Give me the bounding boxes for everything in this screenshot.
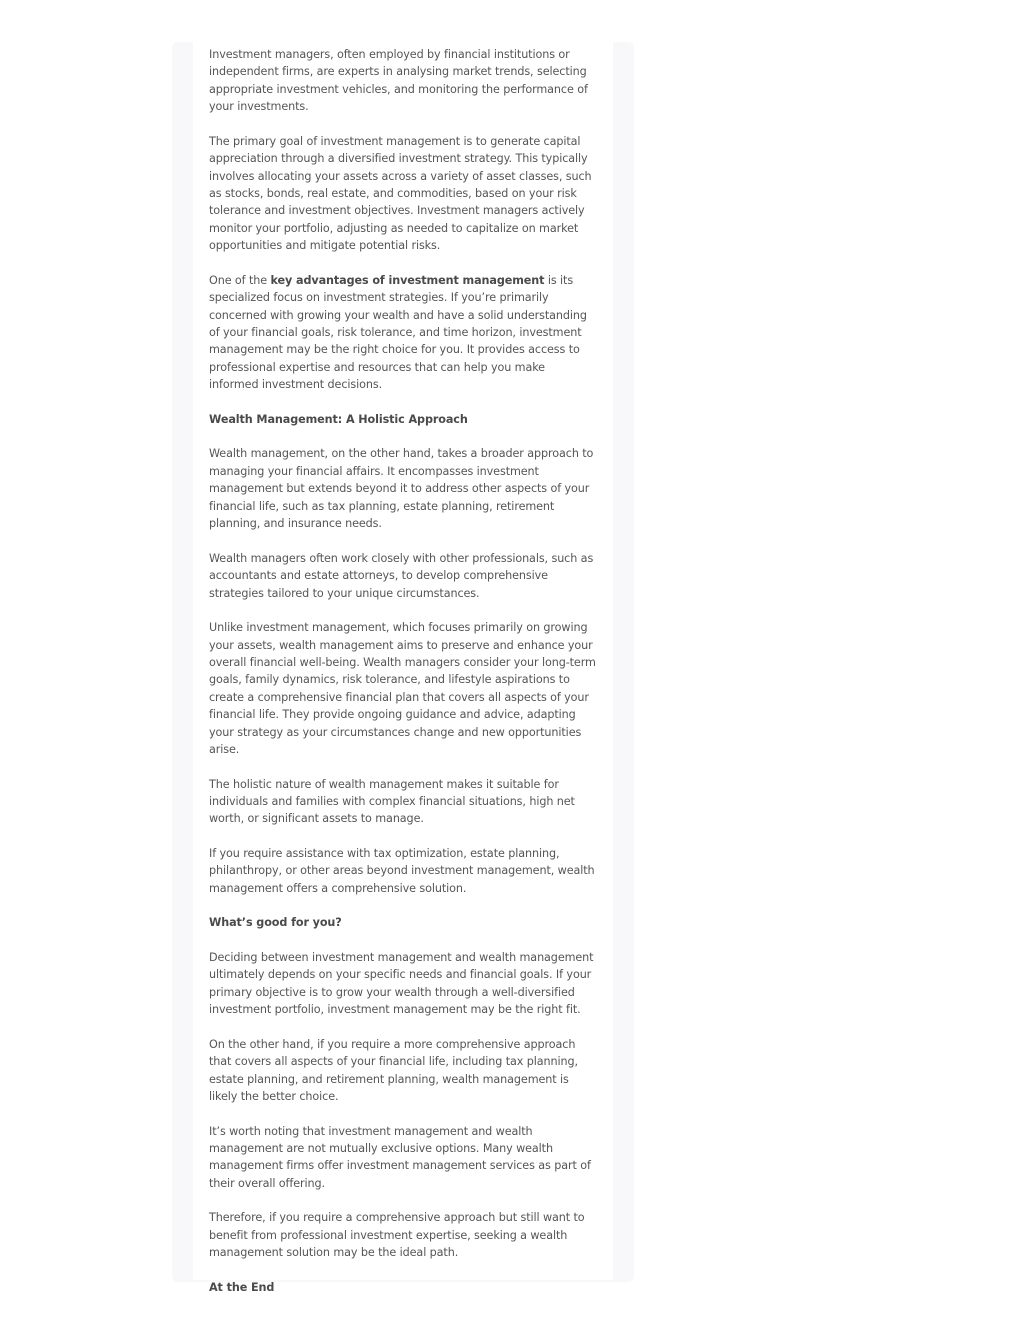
article-body — [209, 46, 597, 1313]
paragraph-primary-goal: The primary goal of investment management is to generate capital appreciation through a diversified investment strategy. This typically involves allocating your assets across a variety of asset classes, such as stocks, bonds, real estate, and commodities, based on your risk tolerance and investment objectives. Investment managers actively monitor your portfolio, adjusting as needed to capitalize on market opportunities and mitigate potential risks. — [209, 134, 592, 253]
paragraph-holistic-nature: The holistic nature of wealth management makes it suitable for individuals and families with complex financial situations, high net worth, or significant assets to manage. — [209, 777, 575, 826]
paragraph-wealth-managers-professionals: Wealth managers often work closely with other professionals, such as accountants and estate attorneys, to develop comprehensive strategies tailored to your unique circumstances. — [209, 551, 594, 600]
paragraph-deciding: Deciding between investment management and wealth management ultimately depends on your specific needs and financial goals. If your primary objective is to grow your wealth through a well-diversified investment portfolio, investment management may be the right fit. — [209, 950, 594, 1017]
paragraph-other-hand: On the other hand, if you require a more comprehensive approach that covers all aspects of your financial life, including tax planning, estate planning, and retirement planning, wealth management is likely the better choice. — [209, 1037, 578, 1103]
heading-whats-good: What’s good for you? — [209, 916, 342, 930]
key-advantages-emphasis: key advantages of investment management — [270, 273, 545, 287]
paragraph-not-exclusive: It’s worth noting that investment management and wealth management are not mutually exclusive options. Many wealth management firms offer investment management services as part of their overall offering. — [209, 1124, 591, 1190]
paragraph-therefore: Therefore, if you require a comprehensive approach but still want to benefit from professional investment expertise, seeking a wealth management solution may be the ideal path. — [209, 1211, 585, 1260]
heading-at-the-end: At the End — [209, 1280, 275, 1294]
heading-wealth-management: Wealth Management: A Holistic Approach — [209, 412, 468, 426]
paragraph-tax-optimization: If you require assistance with tax optimization, estate planning, philanthropy, or other areas beyond investment management, wealth management offers a comprehensive solution. — [209, 846, 595, 895]
paragraph-wealth-broader: Wealth management, on the other hand, takes a broader approach to managing your financial affairs. It encompasses investment management but extends beyond it to address other aspects of your financial life, such as tax planning, estate planning, retirement planning, and insurance needs. — [209, 447, 594, 531]
paragraph-key-advantages-rest: is its specialized focus on investment strategies. If you’re primarily concerned with growing your wealth and have a solid understanding of your financial goals, risk tolerance, and time horizon, investment management may be the right choice for you. It provides access to professional expertise and resources that can help you make informed investment decisions. — [209, 273, 587, 392]
paragraph-key-advantages-intro: One of the — [209, 273, 271, 287]
paragraph-key-advantages — [209, 272, 597, 394]
paragraph-unlike-investment: Unlike investment management, which focuses primarily on growing your assets, wealth management aims to preserve and enhance your overall financial well-being. Wealth managers consider your long-term goals, family dynamics, risk tolerance, and lifestyle aspirations to create a comprehensive financial plan that covers all aspects of your financial life. They provide ongoing guidance and advice, adapting your strategy as your circumstances change and new opportunities arise. — [209, 621, 596, 756]
paragraph-investment-managers: Investment managers, often employed by financial institutions or independent firms, are experts in analysing market trends, selecting appropriate investment vehicles, and monitoring the performance of your investments. — [209, 48, 588, 114]
